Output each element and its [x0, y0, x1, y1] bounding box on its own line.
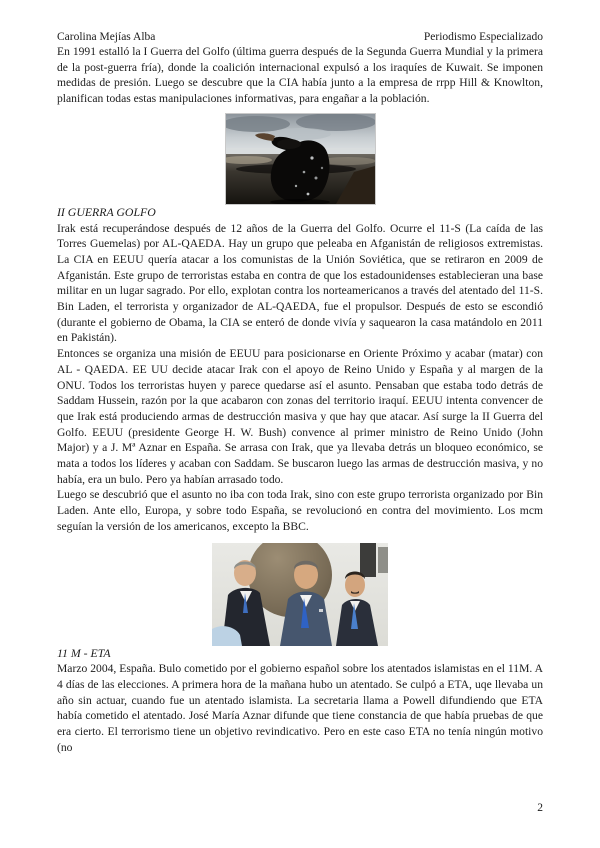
header-course: Periodismo Especializado	[423, 31, 543, 43]
figure-leaders-photo	[57, 543, 543, 646]
paragraph-bin-laden-europe: Luego se descubrió que el asunto no iba con toda Irak, sino con este grupo terrorista organizado por Bin Laden. Ante ello, Europa, y sobre todo España, se revolucionó en contra del movimiento. Los mcm seguían la versión de los americanos, excepto la BBC.	[57, 488, 543, 533]
paragraph-iraq-alqaeda: Irak está recuperándose después de 12 años de la Guerra del Golfo. Ocurre el 11-S (La caída de las Torres Guemelas) por AL-QAEDA. Hay un grupo que peleaba en Afganistán de religiosos extremistas. La CIA en EEUU quería atacar a los comunistas de la Unión Soviética, que se retiraron en 2009 de Afganistán. Este grupo de terroristas estaba en contra de que los estadounidenses establecieran una base militar en un lugar sagrado. Por ello, explotan contra los norteamericanos a través del atentado del 11-S. Bin Laden, el terrorista y organizador de AL-QAEDA, fue el propulsor. Después de esto se escondió (durante el gobierno de Obama, la CIA se enteró de donde vivía y saquearon la casa matándolo en 2011 en Pakistán).	[57, 221, 543, 345]
paragraph-gulf-war-intro: En 1991 estalló la I Guerra del Golfo (última guerra después de la Segunda Guerra Mundial y la primera de la post-guerra fría), donde la coalición internacional expulsó a los iraquíes de Kuwait. Se imponen medidas de presión. Luego se descubre que la CIA había junto a la empresa de rrpp Hill & Knowlton, planifican todas estas manipulaciones informativas, para engañar a la población.	[57, 45, 543, 106]
figure-oiled-bird-photo	[57, 113, 543, 205]
heading-11m-eta: 11 M - ETA	[57, 645, 111, 660]
heading-gulf-war-2: II GUERRA GOLFO	[57, 204, 156, 219]
document-content	[57, 0, 543, 756]
blair-bush-aznar-image	[212, 543, 388, 646]
page-number: 2	[537, 802, 543, 814]
oiled-bird-image	[225, 113, 376, 205]
header-author: Carolina Mejías Alba	[57, 31, 156, 43]
paragraph-us-mission: Entonces se organiza una misión de EEUU para posicionarse en Oriente Próximo y acabar (matar) con AL - QAEDA. EE UU decide atacar Irak con el apoyo de Reino Unido y España y al margen de la ONU. Todos los terroristas huyen y parece quedarse así el asunto. Pensaban que estaba todo detrás de Saddam Hussein, razón por la que acabaron con zonas del territorio iraquí. EEUU intenta convencer de que Irak está produciendo armas de destrucción masiva y que hay que atacar. Así surge la II Guerra del Golfo. EEUU (presidente George H. W. Bush) convence al primer ministro de Reino Unido (John Major) y a J. Mª Aznar en España. Se arrasa con Irak, que ya llevaba detrás un bloqueo económico, se mata a todos los líderes y acaban con Saddam. Se buscaron luego las armas de destrucción masiva, y no había, era un bulo. Pero ya habían arrasado todo.	[57, 347, 543, 486]
paragraph-11m-eta: Marzo 2004, España. Bulo cometido por el gobierno español sobre los atentados islamistas en el 11M. A 4 días de las elecciones. A primera hora de la mañana hubo un atentado. Se culpó a ETA, uqe llevaba un año sin actuar, cuando fue un atentado islamista. La secretaria llama a Powell difundiendo que ETA había cometido el atentado. José María Aznar difunde que tiene constancia de que había pruebas de que era cierto. El terrorismo tiene un objetivo revindicativo. Pero en este caso ETA no tenía ningún motivo (no	[57, 662, 543, 754]
page-header	[57, 0, 543, 44]
